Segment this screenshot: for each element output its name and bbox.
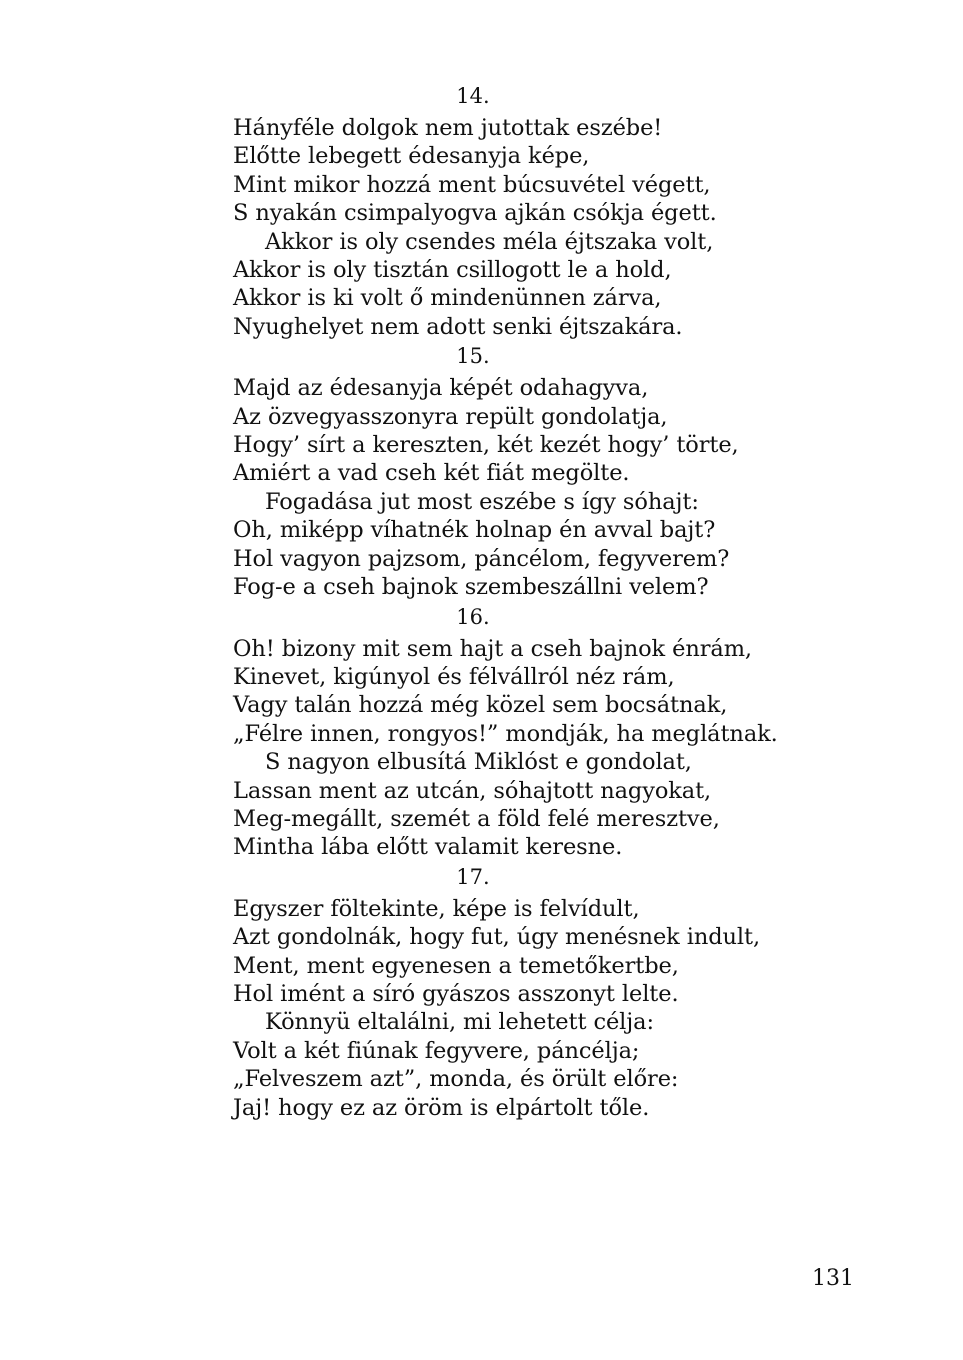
stanza-number: 16.	[456, 604, 490, 629]
verse-line: Fogadása jut most eszébe s így sóhajt:	[265, 488, 699, 515]
verse-line: Akkor is oly tisztán csillogott le a hold,	[233, 257, 672, 284]
page-number: 131	[812, 1266, 854, 1291]
verse-line: Az özvegyasszonyra repült gondolatja,	[233, 403, 668, 430]
stanza-number: 15.	[456, 344, 490, 369]
verse-line: „Félre innen, rongyos!” mondják, ha meglátnak.	[233, 720, 778, 747]
poem-text	[233, 81, 833, 1122]
verse-line: Hogy’ sírt a kereszten, két kezét hogy’ törte,	[233, 432, 739, 459]
verse-line: Oh, miképp víhatnék holnap én avval bajt?	[233, 517, 716, 544]
verse-line: Mintha lába előtt valamit keresne.	[233, 834, 623, 861]
verse-line: Amiért a vad cseh két fiát megölte.	[233, 460, 630, 487]
stanza-number: 17.	[456, 864, 490, 889]
verse-line: Lassan ment az utcán, sóhajtott nagyokat,	[233, 777, 712, 804]
verse-line: Egyszer föltekinte, képe is felvídult,	[233, 895, 640, 922]
verse-line: Meg-megállt, szemét a föld felé meresztve,	[233, 805, 720, 832]
verse-line: Hányféle dolgok nem jutottak eszébe!	[233, 115, 663, 141]
verse-line: Hol imént a síró gyászos asszonyt lelte.	[233, 980, 679, 1007]
verse-line: Mint mikor hozzá ment búcsuvétel végett,	[233, 171, 711, 198]
verse-line: Könnyü eltalálni, mi lehetett célja:	[265, 1009, 654, 1036]
verse-line: Fog-e a cseh bajnok szembeszállni velem?	[233, 574, 709, 601]
verse-line: Akkor is oly csendes méla éjtszaka volt,	[265, 228, 714, 255]
verse-line: Majd az édesanyja képét odahagyva,	[233, 375, 649, 402]
verse-line: Vagy talán hozzá még közel sem bocsátnak,	[233, 692, 728, 719]
verse-line: Volt a két fiúnak fegyvere, páncélja;	[233, 1037, 640, 1064]
verse-line: „Felveszem azt”, monda, és örült előre:	[233, 1066, 679, 1093]
verse-line: Nyughelyet nem adott senki éjtszakára.	[233, 313, 683, 340]
stanza	[233, 602, 833, 862]
stanza-number: 14.	[456, 84, 490, 108]
verse-line: Azt gondolnák, hogy fut, úgy menésnek indult,	[233, 924, 761, 951]
verse-line: Ment, ment egyenesen a temetőkertbe,	[233, 952, 679, 979]
verse-line: Akkor is ki volt ő mindenünnen zárva,	[233, 285, 662, 312]
stanza	[233, 341, 833, 601]
verse-line: S nyakán csimpalyogva ajkán csókja égett.	[233, 200, 717, 227]
verse-line: Jaj! hogy ez az öröm is elpártolt tőle.	[233, 1094, 650, 1121]
verse-line: Kinevet, kigúnyol és félvállról néz rám,	[233, 663, 675, 690]
verse-line: S nagyon elbusítá Miklóst e gondolat,	[265, 749, 692, 776]
verse-line: Előtte lebegett édesanyja képe,	[233, 143, 590, 170]
stanza	[233, 81, 833, 341]
verse-line: Oh! bizony mit sem hajt a cseh bajnok énrám,	[233, 635, 752, 662]
stanza	[233, 862, 833, 1122]
verse-line: Hol vagyon pajzsom, páncélom, fegyverem?	[233, 545, 730, 572]
